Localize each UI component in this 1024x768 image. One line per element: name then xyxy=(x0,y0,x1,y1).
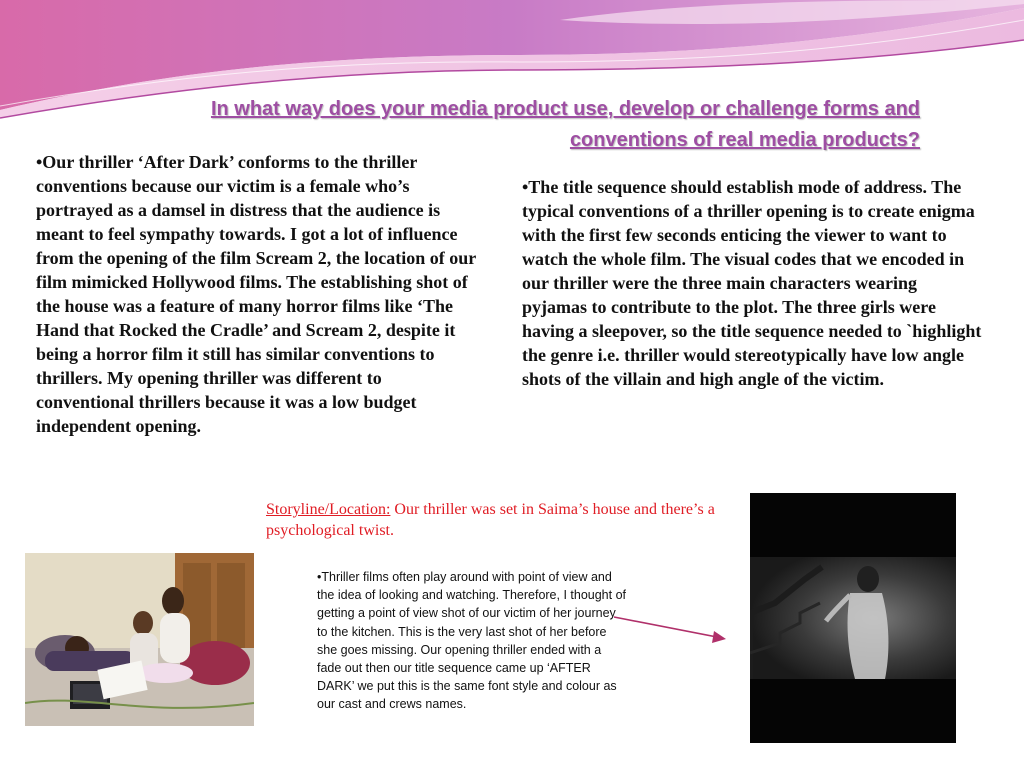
storyline-text: Our thriller was set in Saima’s house and there’s a psychological twist. xyxy=(266,501,715,539)
stairs-still-photo xyxy=(750,493,956,743)
point-of-view-note: •Thriller films often play around with point of view and the idea of looking and watching. Therefore, I thought of getting a point of view shot of our victim of her journey to the kitchen. This is the very last shot of her before she goes missing. Our opening thriller ended with a fade out then our title sequence came up ‘AFTER DARK’ we put this is the same font style and colour as our cast and crews names. xyxy=(317,570,627,712)
arrow-icon xyxy=(610,605,735,650)
right-column-text: •The title sequence should establish mode of address. The typical conventions of a thriller opening is to create enigma with the first few seconds enticing the viewer to want to watch the whole film. The visual codes that we encoded in our thriller were the three main characters wearing pyjamas to contribute to the plot. The three girls were having a sleepover, so the title sequence needed to `highlight the genre i.e. thriller would stereotypically have low angle shots of the villain and high angle of the victim. xyxy=(522,177,982,389)
storyline-label: Storyline/Location: xyxy=(266,501,391,518)
slide-title: In what way does your media product use, develop or challenge forms and conventions of real media products? xyxy=(210,98,920,151)
left-column-text: •Our thriller ‘After Dark’ conforms to the thriller conventions because our victim is a female who’s portrayed as a damsel in distress that the audience is meant to feel sympathy towards. I got a lot of influence from the opening of the film Scream 2, the location of our film mimicked Hollywood films. The establishing shot of the house was a feature of many horror films like ‘The Hand that Rocked the Cradle’ and Scream 2, despite it being a horror film it still has similar conventions to thrillers. My opening thriller was different to conventional thrillers because it was a low budget independent opening. xyxy=(36,152,476,436)
sleepover-photo xyxy=(25,553,254,726)
storyline-caption xyxy=(266,499,726,541)
